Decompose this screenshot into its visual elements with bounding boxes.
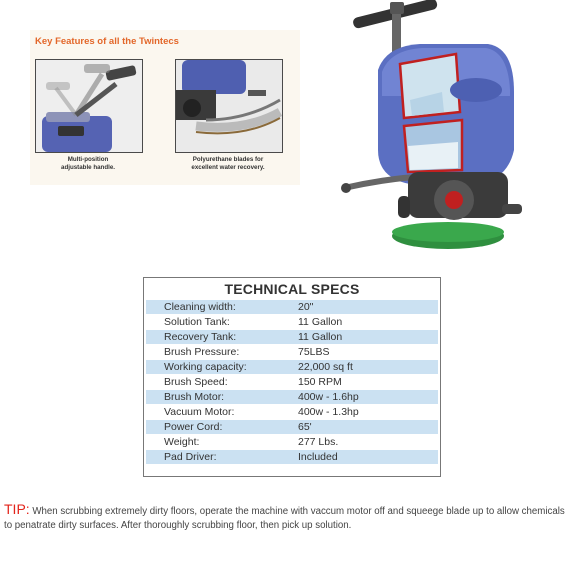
spec-row [146,390,438,404]
spec-row [146,435,438,449]
spec-row [146,450,438,464]
handle-caption-line1: Multi-position [67,156,109,163]
spec-value: 11 Gallon [298,316,343,328]
spec-label: Power Cord: [164,421,223,433]
technical-specs-table [143,277,441,477]
spec-value: 22,000 sq ft [298,361,353,373]
scrubber-machine-image [338,0,528,265]
tip-paragraph [4,502,569,533]
spec-label: Vacuum Motor: [164,406,235,418]
spec-value: 11 Gallon [298,331,343,343]
spec-value: 400w - 1.6hp [298,391,359,403]
spec-value: 400w - 1.3hp [298,406,359,418]
spec-value: 65' [298,421,312,433]
blade-photo [175,59,283,153]
handle-photo [35,59,143,153]
spec-row [146,375,438,389]
spec-row [146,300,438,314]
blade-caption-line1: Polyurethane blades for [192,156,264,163]
key-features-panel [30,30,300,185]
specs-title: TECHNICAL SPECS [224,281,360,297]
spec-row [146,345,438,359]
spec-label: Brush Pressure: [164,346,240,358]
spec-value: 20" [298,301,314,313]
spec-row [146,420,438,434]
spec-label: Recovery Tank: [164,331,237,343]
features-heading: Key Features of all the Twintecs [35,36,179,47]
spec-row [146,315,438,329]
spec-label: Working capacity: [164,361,247,373]
spec-label: Brush Motor: [164,391,225,403]
blade-caption [172,156,284,171]
spec-row [146,405,438,419]
spec-label: Solution Tank: [164,316,230,328]
spec-label: Brush Speed: [164,376,228,388]
spec-value: 150 RPM [298,376,342,388]
spec-label: Pad Driver: [164,451,217,463]
spec-row [146,360,438,374]
handle-caption-line2: adjustable handle. [61,163,115,171]
spec-label: Weight: [164,436,200,448]
spec-value: 277 Lbs. [298,436,339,448]
handle-caption [32,156,144,171]
tip-text: When scrubbing extremely dirty floors, operate the machine with vaccum motor off and squeege blade up to allow chemicals to penatrate dirty surfaces. After thoroughly scrubbing floor, then pick up solution. [4,506,565,531]
spec-label: Cleaning width: [164,301,236,313]
spec-value: Included [298,451,338,463]
tip-label: TIP: [4,501,30,517]
spec-value: 75LBS [298,346,330,358]
blade-caption-line2: excellent water recovery. [191,163,265,171]
spec-row [146,330,438,344]
